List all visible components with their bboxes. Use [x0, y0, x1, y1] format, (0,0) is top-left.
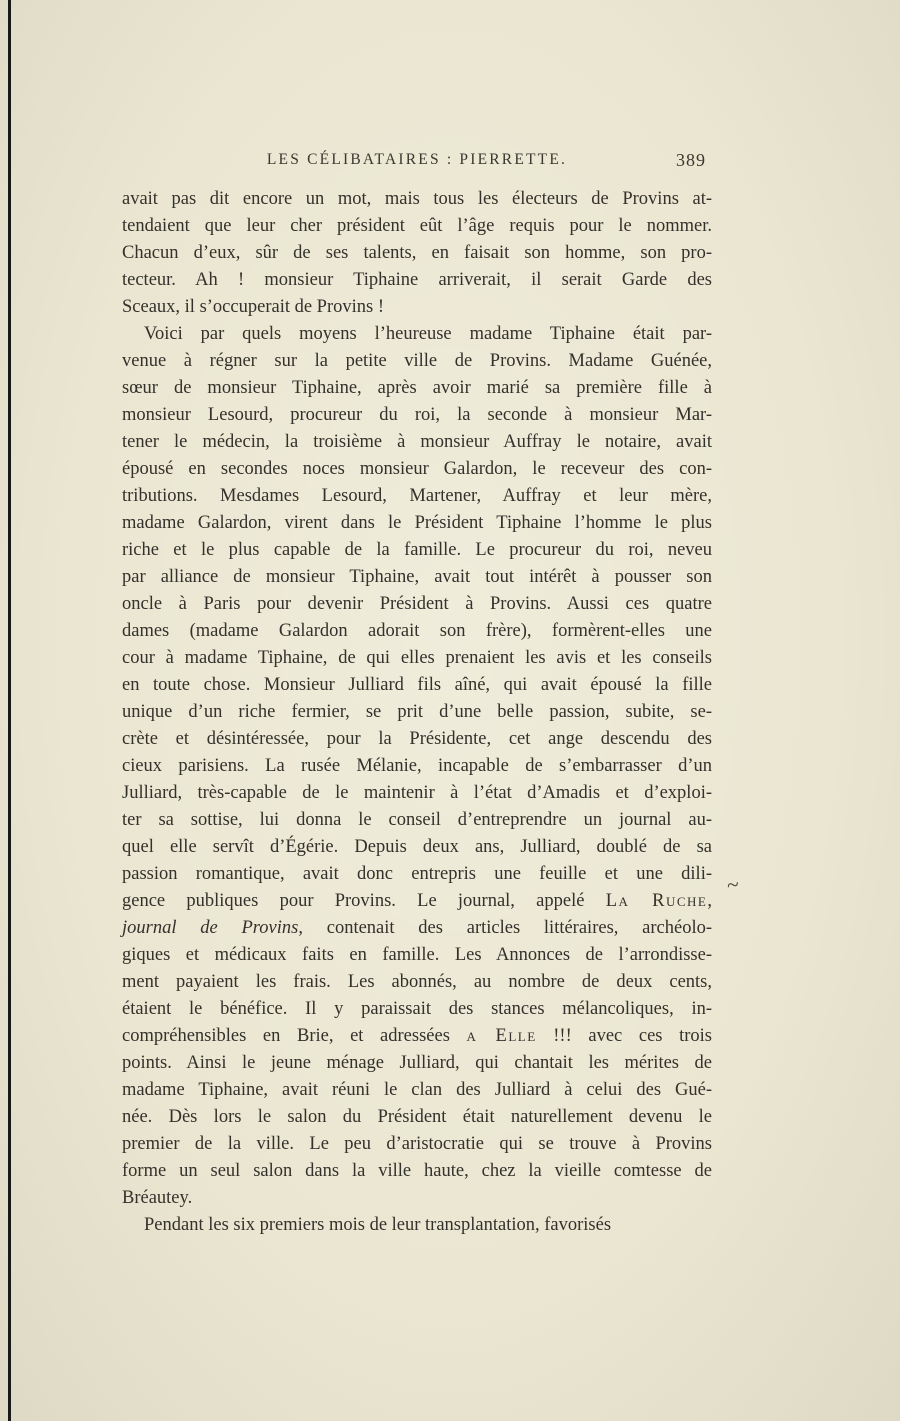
- small-caps-text: La Ruche: [605, 891, 708, 911]
- text-line: unique d’un riche fermier, se prit d’une belle passion, subite, se-: [122, 702, 712, 722]
- text-line: cour à madame Tiphaine, de qui elles prenaient les avis et les conseils: [122, 648, 712, 668]
- text-line: giques et médicaux faits en famille. Les Annonces de l’arrondisse-: [122, 945, 712, 965]
- text-line: compréhensibles en Brie, et adressées a Elle !!! avec ces trois: [122, 1026, 712, 1046]
- text-line: épousé en secondes noces monsieur Galardon, le receveur des con-: [122, 459, 712, 479]
- text-line: Voici par quels moyens l’heureuse madame Tiphaine était par-: [144, 324, 712, 344]
- text-line: dames (madame Galardon adorait son frère), formèrent-elles une: [122, 621, 712, 641]
- text-line: Julliard, très-capable de le maintenir à l’état d’Amadis et d’exploi-: [122, 783, 712, 803]
- text-line: oncle à Paris pour devenir Président à Provins. Aussi ces quatre: [122, 594, 712, 614]
- text-line: journal de Provins, contenait des articles littéraires, archéolo-: [122, 918, 712, 938]
- text-line: madame Tiphaine, avait réuni le clan des Julliard à celui des Gué-: [122, 1080, 712, 1100]
- text-line: quel elle servît d’Égérie. Depuis deux ans, Julliard, doublé de sa: [122, 837, 712, 857]
- paragraph: [122, 1212, 712, 1239]
- body-text: [122, 186, 712, 1239]
- text-line: Sceaux, il s’occuperait de Provins !: [122, 297, 385, 317]
- text-line: tecteur. Ah ! monsieur Tiphaine arriverait, il serait Garde des: [122, 270, 712, 290]
- text-line: ment payaient les frais. Les abonnés, au nombre de deux cents,: [122, 972, 712, 992]
- italic-text: journal de Provins: [122, 918, 299, 938]
- page-number: 389: [676, 150, 706, 170]
- text-line: crète et désintéressée, pour la Présidente, cet ange descendu des: [122, 729, 712, 749]
- text-line: madame Galardon, virent dans le Président Tiphaine l’homme le plus: [122, 513, 712, 533]
- text-line: points. Ainsi le jeune ménage Julliard, qui chantait les mérites de: [122, 1053, 712, 1073]
- text-line: gence publiques pour Provins. Le journal, appelé La Ruche,: [122, 891, 712, 911]
- text-line: tendaient que leur cher président eût l’âge requis pour le nommer.: [122, 216, 712, 236]
- text-line: monsieur Lesourd, procureur du roi, la seconde à monsieur Mar-: [122, 405, 712, 425]
- paragraph: [122, 321, 712, 1212]
- page-content: [122, 150, 712, 1239]
- text-line: Bréautey.: [122, 1188, 193, 1208]
- running-header: [122, 150, 712, 170]
- text-line: ter sa sottise, lui donna le conseil d’entreprendre un journal au-: [122, 810, 712, 830]
- text-line: Chacun d’eux, sûr de ses talents, en faisait son homme, son pro-: [122, 243, 712, 263]
- margin-mark: ~: [725, 871, 741, 898]
- paragraph: [122, 186, 712, 321]
- text-line: venue à régner sur la petite ville de Provins. Madame Guénée,: [122, 351, 712, 371]
- text-line: tributions. Mesdames Lesourd, Martener, Auffray et leur mère,: [122, 486, 712, 506]
- text-line: par alliance de monsieur Tiphaine, avait tout intérêt à pousser son: [122, 567, 712, 587]
- text-line: avait pas dit encore un mot, mais tous les électeurs de Provins at-: [122, 189, 712, 209]
- text-line: en toute chose. Monsieur Julliard fils aîné, qui avait épousé la fille: [122, 675, 712, 695]
- text-line: passion romantique, avait donc entrepris une feuille et une dili-: [122, 864, 712, 884]
- page-edge-line: [8, 0, 11, 1421]
- text-line: riche et le plus capable de la famille. Le procureur du roi, neveu: [122, 540, 712, 560]
- text-line: forme un seul salon dans la ville haute, chez la vieille comtesse de: [122, 1161, 712, 1181]
- text-line: cieux parisiens. La rusée Mélanie, incapable de s’embarrasser d’un: [122, 756, 712, 776]
- text-line: sœur de monsieur Tiphaine, après avoir marié sa première fille à: [122, 378, 712, 398]
- small-caps-text: a Elle: [466, 1026, 537, 1046]
- text-line: premier de la ville. Le peu d’aristocratie qui se trouve à Provins: [122, 1134, 712, 1154]
- text-line: tener le médecin, la troisième à monsieur Auffray le notaire, avait: [122, 432, 712, 452]
- header-title: LES CÉLIBATAIRES : PIERRETTE.: [266, 151, 568, 168]
- text-line: née. Dès lors le salon du Président était naturellement devenu le: [122, 1107, 712, 1127]
- text-line: étaient le bénéfice. Il y paraissait des stances mélancoliques, in-: [122, 999, 712, 1019]
- text-line: Pendant les six premiers mois de leur transplantation, favorisés: [144, 1215, 612, 1235]
